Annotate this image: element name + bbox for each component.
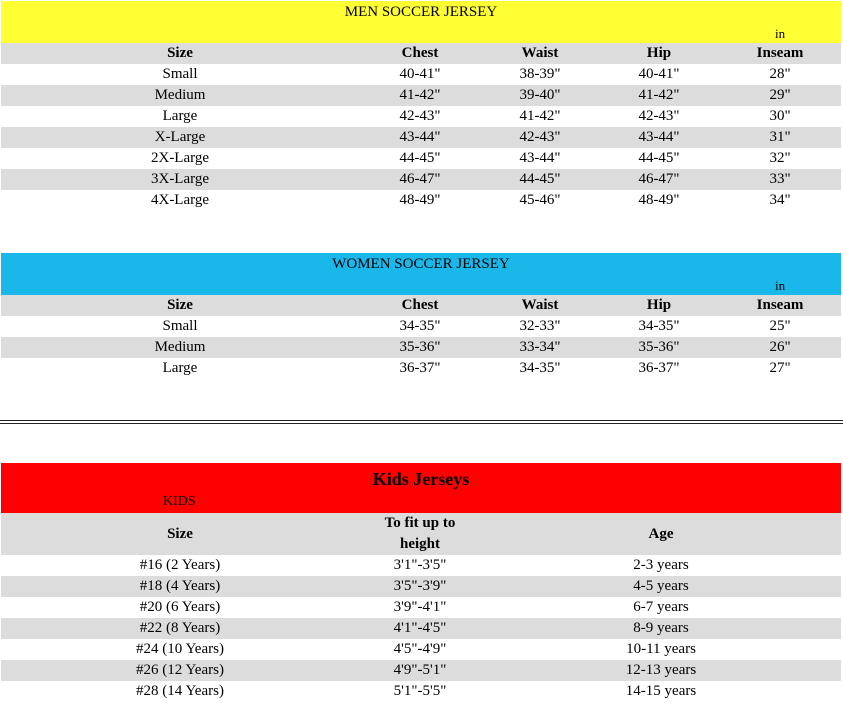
kids-table-cell: #20 (6 Years) (139, 599, 221, 615)
kids-table-cell: 10-11 years (626, 641, 696, 657)
kids-table-cell: 4'1"-4'5" (359, 618, 481, 639)
divider-line-bottom (0, 423, 843, 424)
men-table-cell: 34" (769, 192, 791, 208)
kids-table-cell: #18 (4 Years) (1, 576, 359, 597)
kids-title: Kids Jerseys (372, 469, 470, 489)
men-column-header: Waist (481, 43, 599, 64)
kids-table-row (1, 618, 841, 639)
men-table-cell: 46-47" (359, 169, 481, 190)
men-column-header: Size (1, 43, 359, 64)
men-table-cell: 4X-Large (150, 192, 210, 208)
men-table-cell: 40-41" (638, 66, 680, 82)
kids-table-cell: #26 (12 Years) (1, 660, 359, 681)
kids-title-band (1, 463, 841, 513)
kids-column-header: Age (481, 513, 841, 555)
men-title: MEN SOCCER JERSEY (344, 4, 498, 20)
men-table-cell: 43-44" (519, 150, 561, 166)
women-table-row (1, 358, 841, 379)
women-size-table (1, 295, 841, 379)
men-table-cell: 44-45" (399, 150, 441, 166)
men-table-cell: 40-41" (399, 66, 441, 82)
kids-table-cell: #28 (14 Years) (136, 683, 224, 699)
women-table-cell: 27" (769, 360, 791, 376)
kids-table-row (1, 597, 841, 618)
kids-table-cell: 4-5 years (481, 576, 841, 597)
men-table-cell: 43-44" (359, 127, 481, 148)
men-table-cell: 41-42" (599, 85, 719, 106)
men-header-row (1, 43, 841, 64)
men-table-cell: 2X-Large (150, 150, 210, 166)
men-table-cell: Medium (1, 85, 359, 106)
men-table-cell: 48-49" (399, 192, 441, 208)
men-table-cell: 42-43" (481, 127, 599, 148)
kids-table-cell: #24 (10 Years) (136, 641, 224, 657)
men-table-cell: 32" (769, 150, 791, 166)
kids-header-row (1, 513, 841, 555)
men-table-cell: 46-47" (599, 169, 719, 190)
kids-column-header: Size (1, 513, 359, 555)
men-table-cell: 41-42" (359, 85, 481, 106)
women-table-row (1, 316, 841, 337)
women-table-cell: 32-33" (519, 318, 561, 334)
men-table-cell: 31" (719, 127, 841, 148)
women-table-cell: 34-35" (399, 318, 441, 334)
men-table-cell: Small (162, 66, 198, 82)
kids-subtitle: KIDS (163, 494, 196, 509)
women-header-row (1, 295, 841, 316)
kids-size-table (1, 513, 841, 702)
men-table-cell: 3X-Large (1, 169, 359, 190)
men-table-cell: 44-45" (481, 169, 599, 190)
women-title: WOMEN SOCCER JERSEY (332, 256, 510, 272)
men-table-cell: 48-49" (638, 192, 680, 208)
women-column-header: Waist (481, 295, 599, 316)
men-table-cell: 42-43" (399, 108, 441, 124)
kids-table-row (1, 576, 841, 597)
women-table-cell: 26" (719, 337, 841, 358)
men-column-header: Inseam (719, 43, 841, 64)
women-column-header: Size (1, 295, 359, 316)
kids-table-cell: 14-15 years (625, 683, 697, 699)
kids-table-cell: 4'9"-5'1" (359, 660, 481, 681)
divider-line-top (0, 420, 843, 421)
kids-table-cell: 12-13 years (481, 660, 841, 681)
women-table-cell: 34-35" (519, 360, 561, 376)
kids-table-cell: #22 (8 Years) (1, 618, 359, 639)
men-table-cell: 45-46" (519, 192, 561, 208)
men-table-row (1, 106, 841, 127)
women-title-band (1, 253, 841, 295)
women-column-header: Chest (359, 295, 481, 316)
kids-table-cell: 6-7 years (633, 599, 689, 615)
kids-table-cell: 2-3 years (633, 557, 689, 573)
men-column-header: Hip (599, 43, 719, 64)
men-table-row (1, 64, 841, 85)
kids-table-row (1, 660, 841, 681)
men-table-cell: 44-45" (638, 150, 680, 166)
men-table-cell: 43-44" (599, 127, 719, 148)
women-unit-label: in (775, 278, 786, 293)
kids-table-cell: 3'5"-3'9" (359, 576, 481, 597)
kids-table-cell: 8-9 years (481, 618, 841, 639)
men-table-cell: X-Large (1, 127, 359, 148)
men-table-row (1, 169, 841, 190)
women-table-cell: 36-37" (399, 360, 441, 376)
kids-table-cell: #16 (2 Years) (139, 557, 221, 573)
kids-table-row (1, 681, 841, 702)
men-size-table (1, 43, 841, 211)
men-table-cell: 28" (769, 66, 791, 82)
kids-table-cell: 3'1"-3'5" (393, 557, 447, 573)
kids-table-cell: 5'1"-5'5" (393, 683, 447, 699)
kids-table-row (1, 639, 841, 660)
men-table-row (1, 127, 841, 148)
women-table-cell: 34-35" (638, 318, 680, 334)
women-column-header: Hip (599, 295, 719, 316)
women-table-cell: 35-36" (599, 337, 719, 358)
men-table-cell: 41-42" (519, 108, 561, 124)
men-table-row (1, 190, 841, 211)
men-column-header: Chest (359, 43, 481, 64)
women-table-cell: Large (162, 360, 198, 376)
women-table-cell: 25" (769, 318, 791, 334)
women-table-cell: Medium (1, 337, 359, 358)
women-table-cell: Small (162, 318, 198, 334)
women-table-cell: 36-37" (638, 360, 680, 376)
men-title-band (1, 1, 841, 43)
women-column-header: Inseam (719, 295, 841, 316)
kids-table-row (1, 555, 841, 576)
men-table-cell: 38-39" (519, 66, 561, 82)
kids-table-cell: 3'9"-4'1" (393, 599, 447, 615)
men-table-cell: 33" (719, 169, 841, 190)
women-table-cell: 35-36" (359, 337, 481, 358)
men-table-row (1, 148, 841, 169)
men-table-cell: Large (162, 108, 198, 124)
men-table-cell: 29" (719, 85, 841, 106)
men-table-row (1, 85, 841, 106)
women-table-row (1, 337, 841, 358)
women-table-cell: 33-34" (481, 337, 599, 358)
men-table-cell: 30" (769, 108, 791, 124)
kids-column-header: To fit up to height (359, 513, 481, 555)
men-table-cell: 39-40" (481, 85, 599, 106)
men-table-cell: 42-43" (638, 108, 680, 124)
men-unit-label: in (775, 26, 786, 41)
kids-table-cell: 4'5"-4'9" (393, 641, 447, 657)
